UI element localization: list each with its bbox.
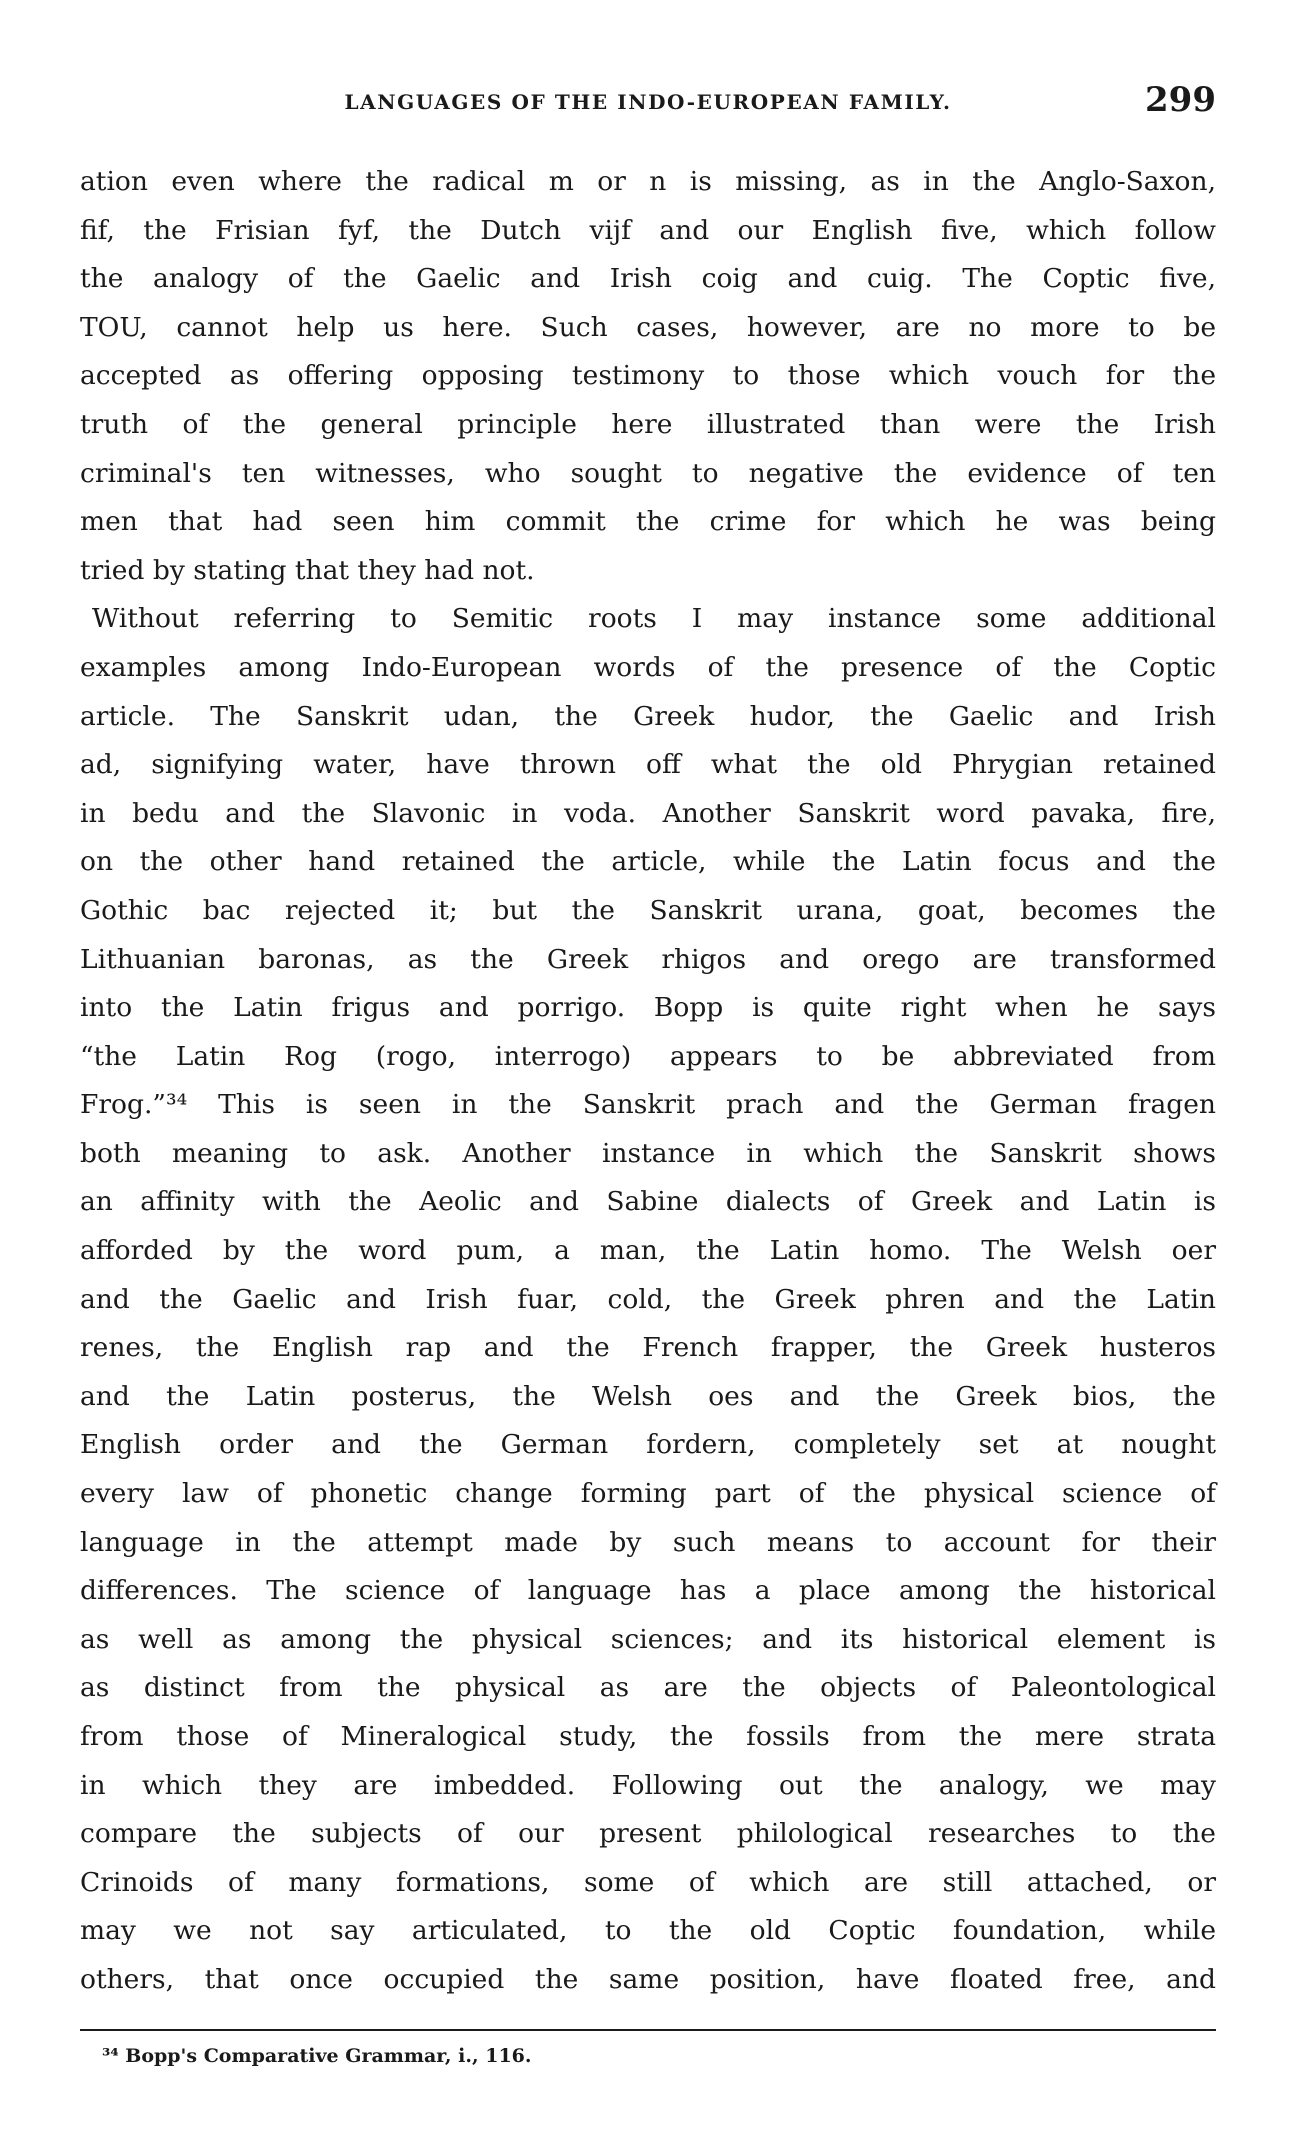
text-line: and the Latin posterus, the Welsh oes and the Greek bios, the — [80, 1380, 1216, 1412]
text-line: as distinct from the physical as are the objects of Paleontological — [80, 1672, 1216, 1704]
text-line: “the Latin Rog (rogo, interrogo) appears to be abbreviated from — [80, 1040, 1216, 1072]
text-line: in which they are imbedded. Following out the analogy, we may — [80, 1769, 1216, 1801]
text-line: accepted as offering opposing testimony to those which vouch for the — [80, 360, 1216, 392]
text-line: examples among Indo-European words of the presence of the Coptic — [80, 651, 1216, 683]
body-text — [80, 158, 1216, 2005]
text-line: an affinity with the Aeolic and Sabine dialects of Greek and Latin is — [80, 1186, 1216, 1218]
text-line: men that had seen him commit the crime for which he was being — [80, 506, 1216, 538]
footnote: ³⁴ Bopp's Comparative Grammar, i., 116. — [102, 2044, 532, 2067]
text-line: article. The Sanskrit udan, the Greek hudor, the Gaelic and Irish — [80, 700, 1216, 732]
text-line: renes, the English rap and the French frapper, the Greek husteros — [80, 1332, 1216, 1364]
text-line: compare the subjects of our present philological researches to the — [80, 1818, 1216, 1850]
text-line: Frog.”³⁴ This is seen in the Sanskrit prach and the German fragen — [80, 1089, 1216, 1121]
text-line: and the Gaelic and Irish fuar, cold, the Greek phren and the Latin — [80, 1283, 1216, 1315]
text-line: in bedu and the Slavonic in voda. Another Sanskrit word pavaka, fire, — [80, 797, 1216, 829]
text-line: afforded by the word pum, a man, the Latin homo. The Welsh oer — [80, 1235, 1216, 1267]
text-line: differences. The science of language has a place among the historical — [80, 1575, 1216, 1607]
text-line: fif, the Frisian fyf, the Dutch vijf and our English five, which follow — [80, 214, 1216, 246]
footnote-rule — [80, 2029, 1216, 2031]
text-line: on the other hand retained the article, while the Latin focus and the — [80, 846, 1216, 878]
text-line: ation even where the radical m or n is missing, as in the Anglo-Saxon, — [80, 166, 1216, 197]
text-line: the analogy of the Gaelic and Irish coig and cuig. The Coptic five, — [80, 263, 1216, 295]
text-line: Lithuanian baronas, as the Greek rhigos and orego are transformed — [80, 943, 1216, 975]
text-line: truth of the general principle here illustrated than were the Irish — [80, 408, 1216, 440]
running-title: LANGUAGES OF THE INDO-EUROPEAN FAMILY. — [344, 90, 952, 114]
text-line: Crinoids of many formations, some of which are still attached, or — [80, 1866, 1216, 1898]
text-line: criminal's ten witnesses, who sought to negative the evidence of ten — [80, 457, 1216, 489]
page-number: 299 — [1145, 80, 1216, 120]
text-line: others, that once occupied the same position, have floated free, and — [80, 1963, 1216, 1995]
text-line: Without referring to Semitic roots I may instance some additional — [92, 603, 1216, 635]
text-line: TOU, cannot help us here. Such cases, however, are no more to be — [80, 311, 1216, 343]
text-line: English order and the German fordern, completely set at nought — [80, 1429, 1216, 1461]
text-line: language in the attempt made by such means to account for their — [80, 1526, 1216, 1558]
text-line: as well as among the physical sciences; and its historical element is — [80, 1623, 1216, 1655]
text-line: may we not say articulated, to the old Coptic foundation, while — [80, 1915, 1216, 1947]
text-line: into the Latin frigus and porrigo. Bopp is quite right when he says — [80, 992, 1216, 1024]
running-head — [80, 80, 1216, 136]
text-line: from those of Mineralogical study, the fossils from the mere strata — [80, 1721, 1216, 1752]
text-line: both meaning to ask. Another instance in which the Sanskrit shows — [80, 1137, 1216, 1169]
text-line: tried by stating that they had not. — [80, 554, 535, 586]
book-page — [80, 80, 1216, 2067]
text-line: every law of phonetic change forming part of the physical science of — [80, 1478, 1216, 1510]
text-line: ad, signifying water, have thrown off what the old Phrygian retained — [80, 749, 1216, 781]
text-line: Gothic bac rejected it; but the Sanskrit urana, goat, becomes the — [80, 894, 1216, 926]
